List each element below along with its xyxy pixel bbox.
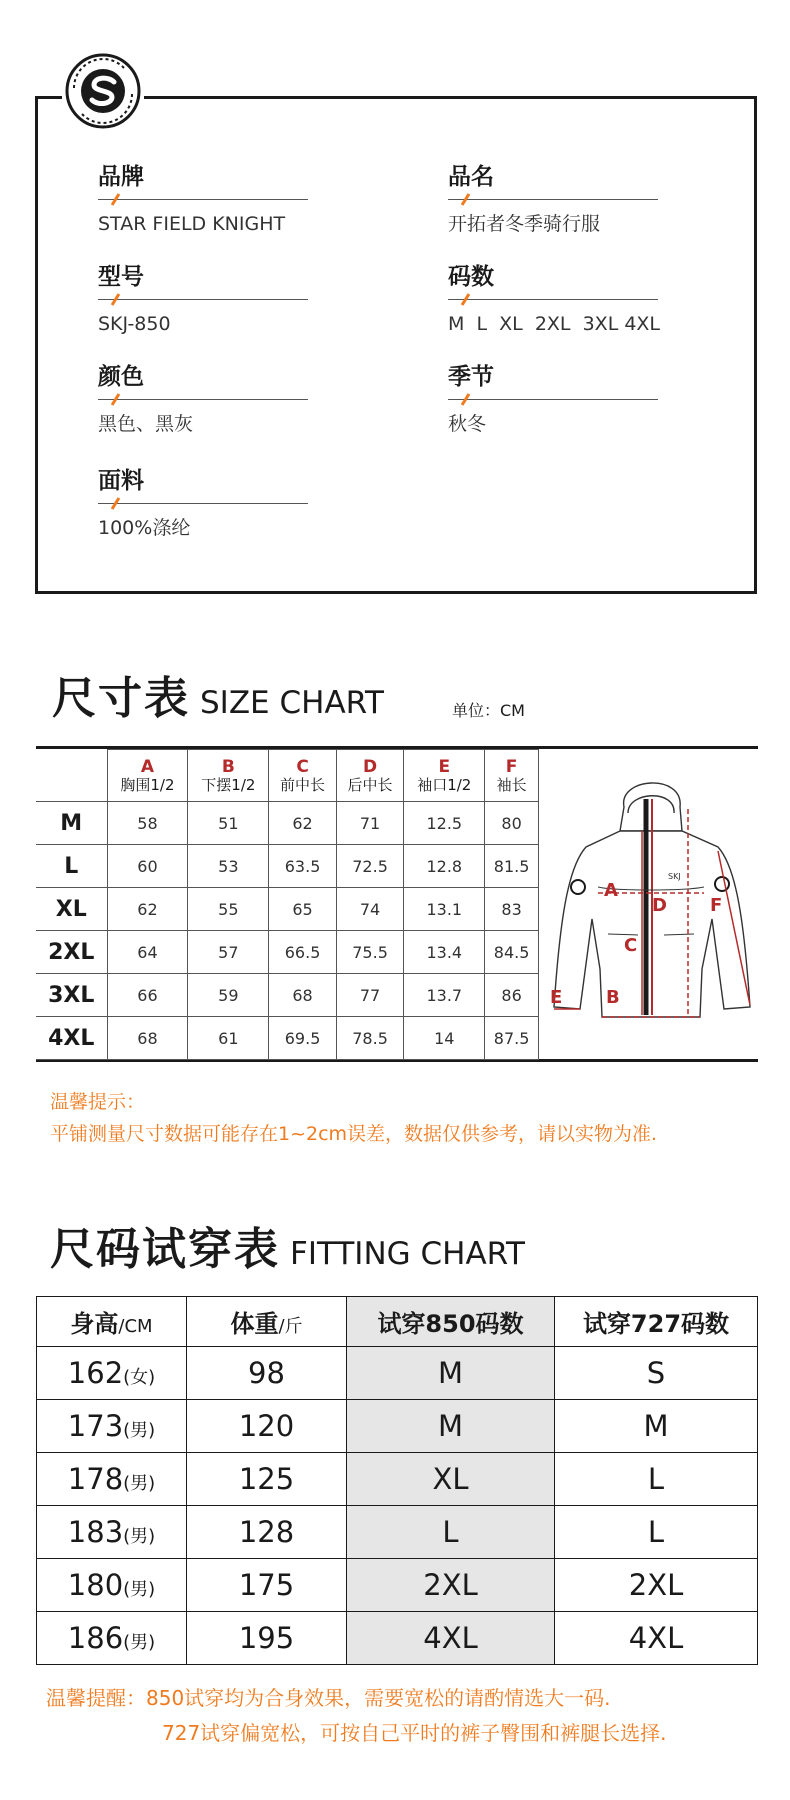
- size-header-corner: [36, 750, 107, 802]
- cell: 62: [269, 802, 337, 845]
- fabric-value: 100%涤纶: [98, 517, 191, 539]
- chest-print-icon: SKJ: [668, 872, 681, 881]
- table-row: [36, 1017, 539, 1060]
- row-size: 3XL: [36, 974, 107, 1017]
- cell: 61: [188, 1017, 269, 1060]
- height-cell: 178(男): [37, 1453, 187, 1506]
- field-divider: [98, 393, 308, 407]
- diagram-label-f: F: [710, 895, 723, 916]
- fit727-cell: L: [555, 1506, 758, 1559]
- cell: 63.5: [269, 845, 337, 888]
- product-name-label: 品名: [448, 164, 494, 190]
- fit850-cell: 2XL: [347, 1559, 555, 1612]
- cell: 84.5: [485, 931, 539, 974]
- field-divider: [448, 293, 658, 307]
- table-row: [36, 931, 539, 974]
- fabric-label: 面料: [98, 468, 144, 494]
- cell: 51: [188, 802, 269, 845]
- table-row: [36, 888, 539, 931]
- cell: 71: [336, 802, 404, 845]
- table-row: [37, 1559, 758, 1612]
- cell: 60: [107, 845, 188, 888]
- fit850-cell: XL: [347, 1453, 555, 1506]
- row-size: M: [36, 802, 107, 845]
- season-field: [448, 361, 658, 437]
- cell: 55: [188, 888, 269, 931]
- cell: 13.1: [404, 888, 485, 931]
- fitting-table-header: [37, 1297, 758, 1347]
- product-name-value: 开拓者冬季骑行服: [448, 213, 601, 235]
- measurement-tip-title: 温馨提示：: [50, 1091, 146, 1113]
- field-divider: [448, 393, 658, 407]
- fit850-cell: 4XL: [347, 1612, 555, 1665]
- color-label: 颜色: [98, 364, 144, 390]
- cell: 14: [404, 1017, 485, 1060]
- cell: 81.5: [485, 845, 539, 888]
- sizes-field: [448, 261, 661, 337]
- row-size: 2XL: [36, 931, 107, 974]
- table-row: [36, 974, 539, 1017]
- product-name-field: [448, 161, 658, 237]
- cell: 75.5: [336, 931, 404, 974]
- cell: 87.5: [485, 1017, 539, 1060]
- table-row: [36, 845, 539, 888]
- col-header-d: D 后中长: [336, 750, 404, 802]
- sizes-label: 码数: [448, 264, 494, 290]
- cell: 12.8: [404, 845, 485, 888]
- table-row: [37, 1400, 758, 1453]
- diagram-label-a: A: [604, 880, 618, 901]
- cell: 58: [107, 802, 188, 845]
- season-value: 秋冬: [448, 413, 487, 435]
- fit727-cell: 2XL: [555, 1559, 758, 1612]
- cell: 12.5: [404, 802, 485, 845]
- measurement-tip: [50, 1086, 657, 1150]
- cell: 68: [269, 974, 337, 1017]
- fit727-cell: L: [555, 1453, 758, 1506]
- fit850-cell: M: [347, 1400, 555, 1453]
- color-field: [98, 361, 308, 437]
- cell: 86: [485, 974, 539, 1017]
- diagram-label-c: C: [624, 935, 638, 956]
- cell: 69.5: [269, 1017, 337, 1060]
- col-header-c: C 前中长: [269, 750, 337, 802]
- fit727-cell: 4XL: [555, 1612, 758, 1665]
- diagram-label-e: E: [550, 987, 563, 1008]
- diagram-label-b: B: [606, 987, 620, 1008]
- size-chart-panel: [36, 746, 758, 1062]
- color-value: 黑色、黑灰: [98, 413, 194, 435]
- season-label: 季节: [448, 364, 494, 390]
- weight-header: 体重/斤: [187, 1297, 347, 1347]
- table-row: [37, 1453, 758, 1506]
- cell: 68: [107, 1017, 188, 1060]
- starfield-knight-logo-icon: [62, 50, 144, 132]
- cell: 57: [188, 931, 269, 974]
- cell: 13.7: [404, 974, 485, 1017]
- brand-field: [98, 161, 308, 237]
- fitting-chart-title-en: FITTING CHART: [290, 1236, 525, 1272]
- fabric-field: [98, 465, 308, 541]
- height-cell: 183(男): [37, 1506, 187, 1559]
- height-cell: 186(男): [37, 1612, 187, 1665]
- field-divider: [98, 497, 308, 511]
- row-size: 4XL: [36, 1017, 107, 1060]
- cell: 13.4: [404, 931, 485, 974]
- cell: 59: [188, 974, 269, 1017]
- col-header-f: F 袖长: [485, 750, 539, 802]
- fitting-chart-title: [50, 1213, 525, 1277]
- height-cell: 180(男): [37, 1559, 187, 1612]
- size-chart-title-zh: 尺寸表: [52, 673, 190, 724]
- height-header: 身高/CM: [37, 1297, 187, 1347]
- weight-cell: 195: [187, 1612, 347, 1665]
- jacket-measurement-diagram: [546, 769, 756, 1044]
- brand-value: STAR FIELD KNIGHT: [98, 213, 286, 235]
- table-row: [37, 1347, 758, 1400]
- product-info-card: [35, 96, 757, 594]
- fit850-cell: L: [347, 1506, 555, 1559]
- measurement-tip-text: 平铺测量尺寸数据可能存在1~2cm误差，数据仅供参考，请以实物为准.: [50, 1123, 658, 1145]
- fit727-header: 试穿727码数: [555, 1297, 758, 1347]
- size-unit-label: 单位：CM: [452, 701, 525, 720]
- fitting-tip: [46, 1681, 667, 1751]
- fit850-header: 试穿850码数: [347, 1297, 555, 1347]
- table-row: [36, 802, 539, 845]
- weight-cell: 128: [187, 1506, 347, 1559]
- brand-label: 品牌: [98, 164, 144, 190]
- fitting-tip-line2: 727试穿偏宽松，可按自己平时的裤子臀围和裤腿长选择.: [162, 1721, 667, 1745]
- cell: 66: [107, 974, 188, 1017]
- size-chart-title-en: SIZE CHART: [200, 685, 384, 721]
- cell: 64: [107, 931, 188, 974]
- logo-patch-icon: [715, 877, 729, 891]
- weight-cell: 98: [187, 1347, 347, 1400]
- row-size: L: [36, 845, 107, 888]
- cell: 78.5: [336, 1017, 404, 1060]
- model-label: 型号: [98, 264, 144, 290]
- cell: 83: [485, 888, 539, 931]
- fitting-chart-title-zh: 尺码试穿表: [50, 1224, 280, 1275]
- table-row: [37, 1506, 758, 1559]
- field-divider: [98, 193, 308, 207]
- diagram-label-d: D: [652, 895, 667, 916]
- cell: 62: [107, 888, 188, 931]
- col-header-b: B 下摆1/2: [188, 750, 269, 802]
- size-table-header: [36, 750, 539, 802]
- cell: 74: [336, 888, 404, 931]
- weight-cell: 175: [187, 1559, 347, 1612]
- fit727-cell: M: [555, 1400, 758, 1453]
- height-cell: 173(男): [37, 1400, 187, 1453]
- row-size: XL: [36, 888, 107, 931]
- fitting-tip-line1: 温馨提醒：850试穿均为合身效果，需要宽松的请酌情选大一码.: [46, 1686, 611, 1710]
- field-divider: [98, 293, 308, 307]
- size-table: [36, 749, 539, 1060]
- sizes-value: M L XL 2XL 3XL 4XL: [448, 313, 661, 335]
- field-divider: [448, 193, 658, 207]
- weight-cell: 120: [187, 1400, 347, 1453]
- cell: 66.5: [269, 931, 337, 974]
- fit850-cell: M: [347, 1347, 555, 1400]
- cell: 72.5: [336, 845, 404, 888]
- size-chart-title: [52, 662, 384, 726]
- height-cell: 162(女): [37, 1347, 187, 1400]
- cell: 65: [269, 888, 337, 931]
- cell: 77: [336, 974, 404, 1017]
- col-header-e: E 袖口1/2: [404, 750, 485, 802]
- cell: 80: [485, 802, 539, 845]
- fitting-table: [36, 1296, 758, 1665]
- cell: 53: [188, 845, 269, 888]
- fit727-cell: S: [555, 1347, 758, 1400]
- weight-cell: 125: [187, 1453, 347, 1506]
- col-header-a: A 胸围1/2: [107, 750, 188, 802]
- logo-patch-icon: [571, 880, 585, 894]
- model-value: SKJ-850: [98, 313, 171, 335]
- model-field: [98, 261, 308, 337]
- table-row: [37, 1612, 758, 1665]
